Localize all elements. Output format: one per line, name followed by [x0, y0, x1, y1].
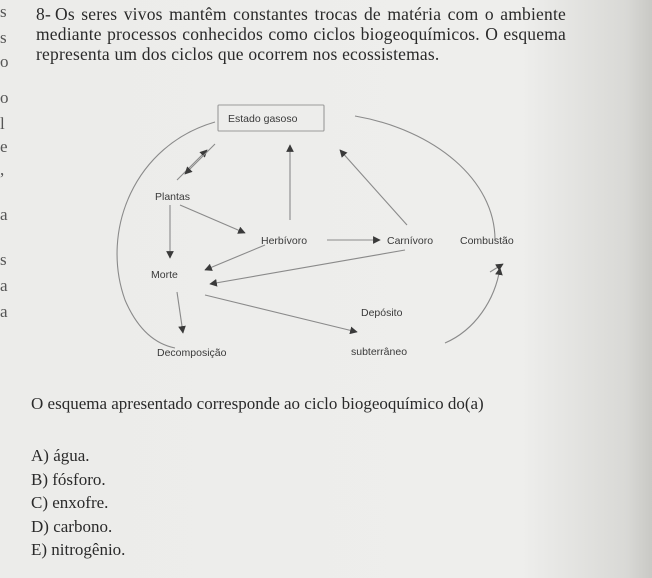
margin-mark: e — [0, 137, 8, 156]
margin-mark: o — [0, 88, 9, 107]
question-prompt: O esquema apresentado corresponde ao ciclo biogeoquímico do(a) — [31, 394, 484, 413]
question-text: Os seres vivos mantêm constantes trocas de matéria com o ambiente mediante processos conhecidos como ciclos biogeoquímicos. O esquema representa um dos ciclos que ocorrem nos ecossistemas. — [36, 4, 566, 64]
node-estado-gasoso: Estado gasoso — [228, 113, 298, 125]
margin-mark: a — [0, 302, 8, 321]
margin-mark: a — [0, 205, 8, 224]
node-herbivoro: Herbívoro — [261, 235, 308, 247]
node-decomposicao: Decomposição — [157, 347, 227, 359]
option-d[interactable]: D) carbono. — [31, 516, 113, 536]
option-c[interactable]: C) enxofre. — [31, 493, 109, 512]
margin-mark: s — [0, 2, 7, 21]
node-plantas: Plantas — [155, 191, 191, 203]
margin-mark: s — [0, 28, 7, 47]
option-b[interactable]: B) fósforo. — [31, 469, 106, 489]
question-statement — [36, 4, 566, 64]
margin-mark: , — [0, 160, 5, 179]
arc-left — [117, 122, 215, 348]
arc-top-right — [355, 116, 495, 240]
node-carnivoro: Carnívoro — [387, 235, 434, 247]
margin-mark: s — [0, 250, 7, 269]
node-combustao: Combustão — [460, 235, 514, 247]
margin-mark: a — [0, 276, 8, 295]
node-subterraneo: subterrâneo — [351, 346, 408, 358]
margin-mark: l — [0, 114, 5, 133]
question-number: 8- — [36, 4, 51, 24]
node-morte: Morte — [151, 269, 178, 281]
arc-bottom-right — [445, 268, 500, 343]
node-deposito: Depósito — [361, 307, 403, 319]
cycle-diagram — [95, 100, 575, 370]
option-e[interactable]: E) nitrogênio. — [31, 540, 126, 559]
option-a[interactable]: A) água. — [31, 446, 90, 465]
margin-mark: o — [0, 52, 9, 71]
answer-options — [31, 444, 125, 562]
